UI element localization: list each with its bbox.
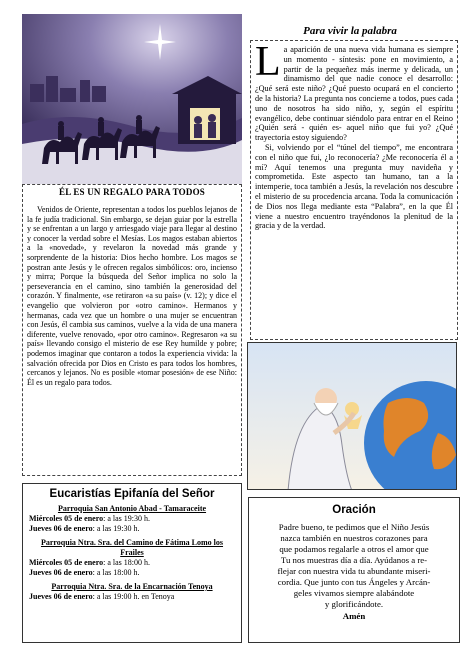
schedule-line: [29, 592, 235, 602]
schedule-line: [29, 514, 235, 524]
reflection-text: a aparición de una nueva vida humana es siempre un momento - síntesis: pone en movimiento, a partir de la pequeñez más inerme y delicada, un dinamismo del que nadie conoce el desarrollo: ¿Qué será este niño? ¿Qué puesto ocupará en el concierto de la historia? La pregunta nos concierne a todos, pues cada uno de nosotros ha sido niño, y, según el espíritu evangélico, debe continuar siéndolo para entrar en el Reino ¿Quién será - quién es- aquel niño que fui yo? ¿Qué trayectoria estoy siguiendo?: [255, 45, 453, 143]
prayer-line: Tu nos muestras día a día. Ayúdanos a re-: [280, 555, 428, 565]
schedule-line: [29, 568, 235, 578]
reflection-paragraph: [255, 39, 453, 143]
parish-name: Parroquia Ntra. Sra. de la Encarnación Tenoya: [51, 582, 213, 591]
schedule-time: : a las 19:30 h.: [92, 524, 140, 533]
drop-cap: L: [255, 39, 281, 85]
schedule-day: Jueves 06 de enero: [29, 568, 93, 577]
schedule-day: Miércoles 05 de enero: [29, 558, 104, 567]
schedule-day: Jueves 06 de enero: [29, 592, 93, 601]
reflection-box: [250, 40, 458, 340]
prayer-line: cordia. Que junto con tus Ángeles y Arcán-: [277, 577, 431, 587]
prayer-line: Padre bueno, te pedimos que el Niño Jesús: [278, 522, 430, 532]
prayer-line: que podamos regalarle a otros el amor que: [279, 544, 429, 554]
schedule-time: : a las 18:00 h.: [92, 568, 140, 577]
schedule-time: : a las 19:00 h. en Tenoya: [92, 592, 175, 601]
prayer-line: y glorificándote.: [324, 599, 384, 609]
father-child-globe-image: [248, 343, 457, 490]
eucaristias-box: [22, 483, 242, 643]
nativity-scene-image: [22, 14, 242, 184]
parish-name: Parroquia Ntra. Sra. del Camino de Fátima Lomo los Frailes: [40, 538, 224, 557]
schedule-time: : a las 18:00 h.: [103, 558, 151, 567]
schedule-line: [29, 558, 235, 568]
article-title: ÉL ES UN REGALO PARA TODOS: [59, 187, 205, 197]
eucaristias-title: Eucaristías Epifanía del Señor: [49, 488, 215, 500]
article-box: [22, 184, 242, 476]
prayer-title: Oración: [332, 504, 376, 516]
globe-illustration: [247, 342, 457, 490]
article-body: Venidos de Oriente, representan a todos los pueblos lejanos de la fe judía tradicional. Sin embargo, se dejan guiar por la estrella y se enfrentan a un largo y arriesgado viaje para llegar al destino y conocer la verdad sobre el Mesías. Los magos estaban abiertos a la «novedad», y revelaron la novedad más grande y sorprendente de la historia: Dios hecho hombre. Los magos se postran ante Jesús y le ofrecen regalos simbólicos: oro, incienso y mirra; Porque la búsqueda del Señor implica no solo la perseverancia en el camino, sino también la generosidad del corazón. Y finalmente, «se retiraron «a su país» (v. 12); y dice el evangelio que volvieron por «otro camino». Hermanos y hermanas, cada vez que un hombre o una mujer se encuentran con Jesús, él cambia sus caminos, vuelve a la vida de una manera diferente, vuelve renovado, «por otro camino». Regresaron «a su país» llevando consigo el misterio de ese Rey humilde y pobre; podemos imaginar que contaron a todos la experiencia vivida: la salvación ofrecida por Dios en Cristo es para todos los hombres, cercanos y lejanos. No es posible «tomar posesión» de ese Niño: Él es un regalo para todos.: [27, 205, 237, 387]
prayer-line: nazca también en nuestros corazones para: [280, 533, 428, 543]
nativity-illustration: [22, 14, 242, 184]
prayer-amen: Amén: [342, 611, 366, 621]
parish-name: Parroquia San Antonio Abad - Tamaraceite: [57, 504, 207, 513]
schedule-day: Miércoles 05 de enero: [29, 514, 104, 523]
schedule-time: : a las 19:30 h.: [103, 514, 151, 523]
prayer-box: [248, 497, 460, 643]
schedule-line: [29, 524, 235, 534]
prayer-line: flejar con nuestra vida tu abundante miseri-: [277, 566, 431, 576]
prayer-line: geles vivamos siempre alabándote: [293, 588, 415, 598]
section-title: Para vivir la palabra: [303, 25, 397, 37]
reflection-paragraph: Si, volviendo por el “túnel del tiempo”, me encontrara con el niño que fui, ¿lo reconocería? ¿Me reconocería él a mí? Aquí tenemos una pregunta muy navideña y comprometida. Este aspecto tan humano, tan a la intemperie, toca también a Jesús, la revelación nos descubre el misterio de su procedencia arcana. Toda la comunicación de Dios nos llega mediante esta “Palabra”, en la que Él viene a nuestro encuentro trayéndonos la plenitud de la gracia y de la verdad.: [255, 142, 453, 231]
schedule-day: Jueves 06 de enero: [29, 524, 93, 533]
